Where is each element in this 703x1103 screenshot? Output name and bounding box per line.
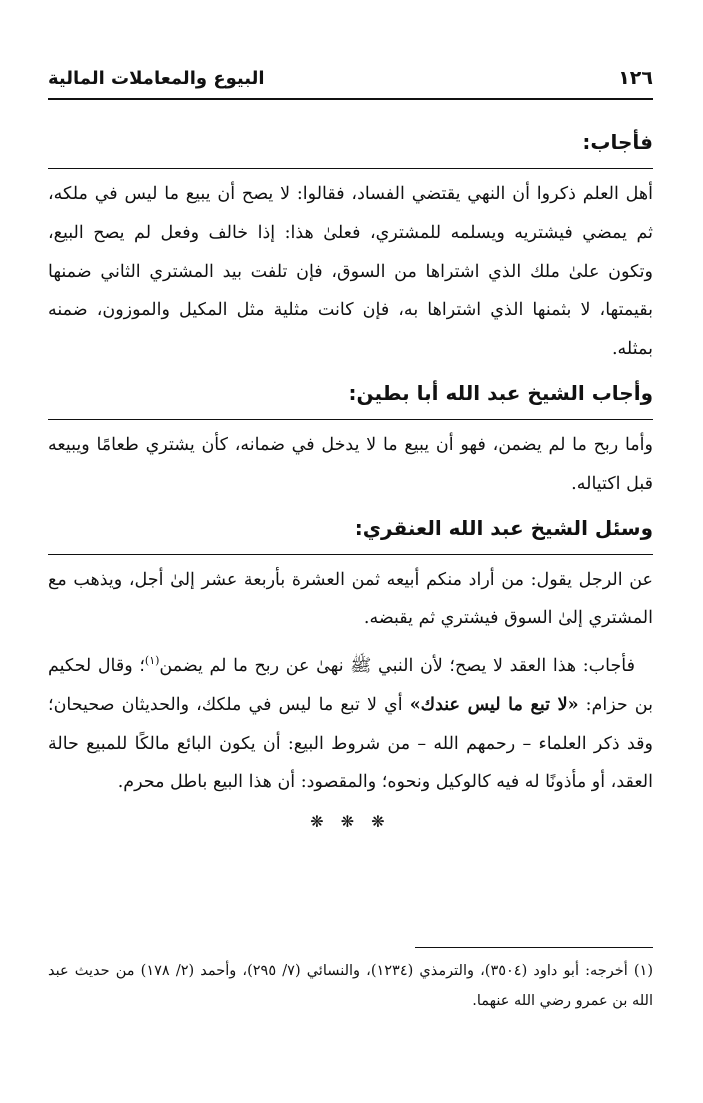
page-number: ١٢٦ [618, 67, 653, 89]
heading-rule-3 [48, 554, 653, 555]
section-2 [48, 369, 653, 504]
footnote-rule [415, 947, 653, 948]
paragraph-2: وأما ربح ما لم يضمن، فهو أن يبيع ما لا يدخل في ضمانه، كأن يشتري طعامًا ويبيعه قبل اكتياله. [48, 434, 653, 494]
heading-rule-2 [48, 419, 653, 420]
section-heading-1: فأجاب: [582, 130, 653, 154]
footnotes [48, 956, 653, 1016]
header-rule [48, 98, 653, 100]
answer-part-1: فأجاب: هذا العقد لا يصح؛ لأن النبي ﷺ نهىٰ عن ربح ما لم يضمن [159, 656, 635, 676]
paragraph-1: أهل العلم ذكروا أن النهي يقتضي الفساد، فقالوا: لا يصح أن يبيع ما ليس في ملكه، ثم يمضي فيشتريه ويسلمه للمشتري، فعلىٰ هذا: إذا خالف وفعل لم يصح البيع، وتكون علىٰ ملك الذي اشتراها من السوق، فإن تلفت بيد المشتري الثاني ضمنها بقيمتها، لا بثمنها الذي اشتراها به، فإن كانت مثلية مثل المكيل والموزون، ضمنه بمثله. [48, 184, 653, 360]
footnote-1: (١) أخرجه: أبو داود (٣٥٠٤)، والترمذي (١٢٣٤)، والنسائي (٧/ ٢٩٥)، وأحمد (٢/ ١٧٨) من حديث عبد الله بن عمرو رضي الله عنهما. [48, 963, 653, 1009]
answer-paragraph [48, 642, 653, 802]
footnote-marker[interactable]: (١) [144, 654, 160, 668]
answer-part-2: ؛ وقال لحكيم بن حزام: [48, 656, 653, 715]
section-3 [48, 504, 653, 803]
question-paragraph: عن الرجل يقول: من أراد منكم أبيعه ثمن العشرة بأربعة عشر إلىٰ أجل، ويذهب مع المشتري إلىٰ السوق فيشتري ثم يقبضه. [48, 569, 653, 629]
running-title: البيوع والمعاملات المالية [48, 67, 265, 89]
hadith-quote: «لا تبع ما ليس عندك» [409, 694, 579, 715]
answer-part-3: أي لا تبع ما ليس في ملكك، والحديثان صحيحان؛ وقد ذكر العلماء – رحمهم الله – من شروط البيع: أن يكون البائع مالكًا للمبيع حالة العقد، أو مأذونًا له فيه كالوكيل ونحوه؛ والمقصود: أن هذا البيع باطل محرم. [48, 694, 653, 793]
heading-rule-1 [48, 168, 653, 169]
section-heading-3: وسئل الشيخ عبد الله العنقري: [354, 515, 653, 540]
main-content [48, 118, 653, 831]
section-separator: ❋ ❋ ❋ [310, 812, 391, 832]
page-header [48, 58, 653, 98]
section-heading-2: وأجاب الشيخ عبد الله أبا بطين: [348, 380, 653, 405]
section-1 [48, 118, 653, 369]
